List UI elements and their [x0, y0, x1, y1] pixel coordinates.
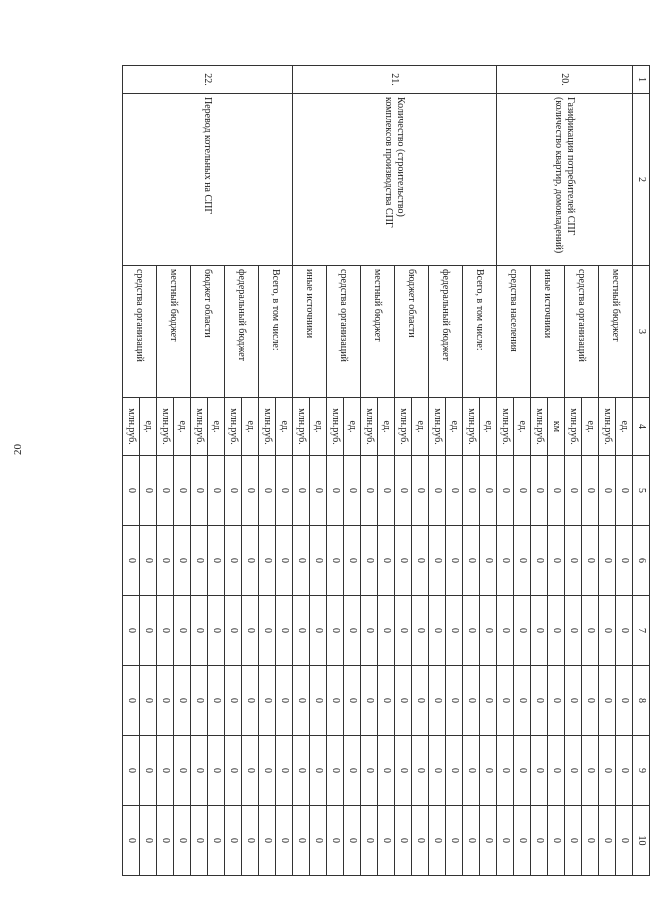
value-cell: 0 [140, 736, 157, 806]
value-cell: 0 [531, 736, 548, 806]
value-cell: 0 [225, 736, 242, 806]
section-number: 22. [123, 66, 293, 94]
unit-cell: млн.руб. [157, 398, 174, 456]
value-cell: 0 [310, 806, 327, 876]
value-cell: 0 [412, 666, 429, 736]
value-cell: 0 [208, 806, 225, 876]
table-row [276, 66, 293, 876]
value-cell: 0 [276, 596, 293, 666]
value-cell: 0 [616, 666, 633, 736]
value-cell: 0 [514, 806, 531, 876]
section-title: Перевод котельных на СПГ [123, 94, 293, 266]
value-cell: 0 [361, 596, 378, 666]
value-cell: 0 [276, 526, 293, 596]
value-cell: 0 [310, 526, 327, 596]
value-cell: 0 [259, 666, 276, 736]
value-cell: 0 [616, 736, 633, 806]
value-cell: 0 [361, 736, 378, 806]
value-cell: 0 [497, 666, 514, 736]
funding-source: средства организаций [123, 266, 157, 398]
value-cell: 0 [582, 456, 599, 526]
value-cell: 0 [531, 596, 548, 666]
value-cell: 0 [208, 596, 225, 666]
value-cell: 0 [463, 456, 480, 526]
funding-source: Всего, в том числе: [463, 266, 497, 398]
value-cell: 0 [582, 666, 599, 736]
value-cell: 0 [174, 806, 191, 876]
value-cell: 0 [225, 456, 242, 526]
value-cell: 0 [616, 596, 633, 666]
value-cell: 0 [599, 596, 616, 666]
value-cell: 0 [191, 806, 208, 876]
value-cell: 0 [123, 666, 140, 736]
unit-cell: млн.руб. [225, 398, 242, 456]
unit-cell: млн.руб. [293, 398, 310, 456]
value-cell: 0 [480, 526, 497, 596]
value-cell: 0 [412, 736, 429, 806]
value-cell: 0 [599, 806, 616, 876]
value-cell: 0 [616, 456, 633, 526]
rotated-document [60, 65, 650, 875]
value-cell: 0 [531, 456, 548, 526]
value-cell: 0 [157, 736, 174, 806]
funding-source: бюджет области [191, 266, 225, 398]
header-cell: 7 [633, 596, 650, 666]
value-cell: 0 [531, 806, 548, 876]
unit-cell: млн.руб. [259, 398, 276, 456]
value-cell: 0 [497, 736, 514, 806]
unit-cell: ед. [174, 398, 191, 456]
data-table [122, 65, 650, 876]
section-title: Количество (строительство) комплексов производства СПГ [293, 94, 497, 266]
value-cell: 0 [327, 526, 344, 596]
value-cell: 0 [140, 666, 157, 736]
unit-cell: млн.руб. [531, 398, 548, 456]
value-cell: 0 [463, 806, 480, 876]
value-cell: 0 [378, 526, 395, 596]
value-cell: 0 [310, 666, 327, 736]
unit-cell: ед. [446, 398, 463, 456]
value-cell: 0 [208, 526, 225, 596]
value-cell: 0 [480, 596, 497, 666]
unit-cell: ед. [140, 398, 157, 456]
value-cell: 0 [208, 456, 225, 526]
value-cell: 0 [259, 526, 276, 596]
value-cell: 0 [344, 526, 361, 596]
value-cell: 0 [548, 456, 565, 526]
value-cell: 0 [123, 736, 140, 806]
value-cell: 0 [293, 456, 310, 526]
funding-source: федеральный бюджет [225, 266, 259, 398]
value-cell: 0 [565, 666, 582, 736]
value-cell: 0 [429, 666, 446, 736]
value-cell: 0 [293, 526, 310, 596]
value-cell: 0 [548, 666, 565, 736]
value-cell: 0 [582, 736, 599, 806]
table-row [480, 66, 497, 876]
value-cell: 0 [378, 736, 395, 806]
value-cell: 0 [259, 806, 276, 876]
value-cell: 0 [140, 526, 157, 596]
value-cell: 0 [327, 736, 344, 806]
value-cell: 0 [361, 456, 378, 526]
value-cell: 0 [463, 596, 480, 666]
value-cell: 0 [599, 456, 616, 526]
value-cell: 0 [463, 666, 480, 736]
value-cell: 0 [429, 596, 446, 666]
value-cell: 0 [225, 666, 242, 736]
funding-source: бюджет области [395, 266, 429, 398]
value-cell: 0 [310, 456, 327, 526]
value-cell: 0 [157, 596, 174, 666]
value-cell: 0 [463, 526, 480, 596]
header-cell: 2 [633, 94, 650, 266]
value-cell: 0 [548, 736, 565, 806]
table-body [123, 66, 633, 876]
header-cell: 1 [633, 66, 650, 94]
value-cell: 0 [174, 666, 191, 736]
value-cell: 0 [157, 456, 174, 526]
value-cell: 0 [276, 806, 293, 876]
value-cell: 0 [480, 456, 497, 526]
value-cell: 0 [565, 456, 582, 526]
section-number: 20. [497, 66, 633, 94]
value-cell: 0 [293, 806, 310, 876]
value-cell: 0 [395, 526, 412, 596]
value-cell: 0 [242, 806, 259, 876]
value-cell: 0 [429, 736, 446, 806]
value-cell: 0 [463, 736, 480, 806]
value-cell: 0 [514, 526, 531, 596]
value-cell: 0 [395, 456, 412, 526]
value-cell: 0 [548, 526, 565, 596]
funding-source: местный бюджет [361, 266, 395, 398]
header-cell: 9 [633, 736, 650, 806]
value-cell: 0 [412, 456, 429, 526]
value-cell: 0 [344, 456, 361, 526]
header-cell: 8 [633, 666, 650, 736]
value-cell: 0 [378, 806, 395, 876]
unit-cell: ед. [582, 398, 599, 456]
value-cell: 0 [225, 526, 242, 596]
value-cell: 0 [429, 456, 446, 526]
value-cell: 0 [293, 666, 310, 736]
value-cell: 0 [242, 736, 259, 806]
value-cell: 0 [242, 526, 259, 596]
value-cell: 0 [361, 666, 378, 736]
value-cell: 0 [310, 596, 327, 666]
value-cell: 0 [174, 596, 191, 666]
funding-source: средства организаций [327, 266, 361, 398]
unit-cell: млн.руб. [463, 398, 480, 456]
funding-source: Всего, в том числе: [259, 266, 293, 398]
value-cell: 0 [497, 526, 514, 596]
value-cell: 0 [480, 736, 497, 806]
unit-cell: млн.руб. [123, 398, 140, 456]
value-cell: 0 [327, 666, 344, 736]
value-cell: 0 [361, 806, 378, 876]
value-cell: 0 [208, 666, 225, 736]
value-cell: 0 [497, 806, 514, 876]
value-cell: 0 [599, 526, 616, 596]
unit-cell: ед. [276, 398, 293, 456]
unit-cell: ед. [616, 398, 633, 456]
value-cell: 0 [327, 456, 344, 526]
unit-cell: ед. [242, 398, 259, 456]
value-cell: 0 [565, 596, 582, 666]
unit-cell: км [548, 398, 565, 456]
value-cell: 0 [378, 456, 395, 526]
funding-source: иные источники [293, 266, 327, 398]
header-row [633, 66, 650, 876]
unit-cell: млн.руб. [565, 398, 582, 456]
funding-source: местный бюджет [599, 266, 633, 398]
value-cell: 0 [446, 596, 463, 666]
value-cell: 0 [565, 526, 582, 596]
value-cell: 0 [310, 736, 327, 806]
value-cell: 0 [344, 666, 361, 736]
value-cell: 0 [395, 666, 412, 736]
funding-source: средства организаций [565, 266, 599, 398]
value-cell: 0 [327, 596, 344, 666]
unit-cell: ед. [344, 398, 361, 456]
value-cell: 0 [531, 526, 548, 596]
value-cell: 0 [191, 596, 208, 666]
funding-source: местный бюджет [157, 266, 191, 398]
header-cell: 5 [633, 456, 650, 526]
funding-source: федеральный бюджет [429, 266, 463, 398]
value-cell: 0 [276, 736, 293, 806]
value-cell: 0 [446, 806, 463, 876]
value-cell: 0 [242, 596, 259, 666]
value-cell: 0 [259, 736, 276, 806]
unit-cell: ед. [310, 398, 327, 456]
value-cell: 0 [157, 526, 174, 596]
value-cell: 0 [191, 666, 208, 736]
unit-cell: млн.руб. [395, 398, 412, 456]
value-cell: 0 [480, 806, 497, 876]
unit-cell: млн.руб. [361, 398, 378, 456]
value-cell: 0 [548, 806, 565, 876]
value-cell: 0 [497, 596, 514, 666]
value-cell: 0 [480, 666, 497, 736]
unit-cell: ед. [412, 398, 429, 456]
unit-cell: ед. [208, 398, 225, 456]
value-cell: 0 [412, 806, 429, 876]
value-cell: 0 [497, 456, 514, 526]
value-cell: 0 [565, 806, 582, 876]
value-cell: 0 [276, 666, 293, 736]
value-cell: 0 [123, 526, 140, 596]
value-cell: 0 [446, 666, 463, 736]
value-cell: 0 [361, 526, 378, 596]
value-cell: 0 [599, 736, 616, 806]
value-cell: 0 [293, 736, 310, 806]
value-cell: 0 [123, 806, 140, 876]
value-cell: 0 [191, 736, 208, 806]
header-cell: 4 [633, 398, 650, 456]
value-cell: 0 [548, 596, 565, 666]
value-cell: 0 [208, 736, 225, 806]
section-number: 21. [293, 66, 497, 94]
value-cell: 0 [293, 596, 310, 666]
value-cell: 0 [514, 666, 531, 736]
header-cell: 3 [633, 266, 650, 398]
value-cell: 0 [531, 666, 548, 736]
value-cell: 0 [259, 596, 276, 666]
value-cell: 0 [616, 806, 633, 876]
value-cell: 0 [582, 526, 599, 596]
section-title: Газификация потребителей СПГ (количество квартир, домовладений) [497, 94, 633, 266]
unit-cell: ед. [378, 398, 395, 456]
value-cell: 0 [225, 806, 242, 876]
value-cell: 0 [344, 596, 361, 666]
header-cell: 10 [633, 806, 650, 876]
unit-cell: ед. [480, 398, 497, 456]
value-cell: 0 [157, 806, 174, 876]
value-cell: 0 [174, 456, 191, 526]
value-cell: 0 [378, 596, 395, 666]
value-cell: 0 [446, 456, 463, 526]
value-cell: 0 [174, 526, 191, 596]
value-cell: 0 [242, 666, 259, 736]
value-cell: 0 [157, 666, 174, 736]
value-cell: 0 [565, 736, 582, 806]
value-cell: 0 [242, 456, 259, 526]
value-cell: 0 [395, 806, 412, 876]
value-cell: 0 [327, 806, 344, 876]
value-cell: 0 [259, 456, 276, 526]
unit-cell: ед. [514, 398, 531, 456]
unit-cell: млн.руб. [497, 398, 514, 456]
value-cell: 0 [276, 456, 293, 526]
page-number: 20 [12, 444, 24, 455]
header-cell: 6 [633, 526, 650, 596]
unit-cell: млн.руб. [599, 398, 616, 456]
value-cell: 0 [140, 596, 157, 666]
unit-cell: млн.руб. [327, 398, 344, 456]
value-cell: 0 [616, 526, 633, 596]
value-cell: 0 [344, 806, 361, 876]
value-cell: 0 [412, 526, 429, 596]
funding-source: иные источники [531, 266, 565, 398]
value-cell: 0 [599, 666, 616, 736]
value-cell: 0 [582, 806, 599, 876]
value-cell: 0 [174, 736, 191, 806]
value-cell: 0 [395, 596, 412, 666]
value-cell: 0 [429, 526, 446, 596]
value-cell: 0 [446, 736, 463, 806]
unit-cell: млн.руб. [429, 398, 446, 456]
value-cell: 0 [140, 806, 157, 876]
value-cell: 0 [123, 456, 140, 526]
unit-cell: млн.руб. [191, 398, 208, 456]
value-cell: 0 [446, 526, 463, 596]
value-cell: 0 [191, 456, 208, 526]
value-cell: 0 [123, 596, 140, 666]
funding-source: средства населения [497, 266, 531, 398]
value-cell: 0 [514, 456, 531, 526]
value-cell: 0 [378, 666, 395, 736]
value-cell: 0 [225, 596, 242, 666]
value-cell: 0 [344, 736, 361, 806]
value-cell: 0 [140, 456, 157, 526]
value-cell: 0 [582, 596, 599, 666]
value-cell: 0 [514, 736, 531, 806]
value-cell: 0 [429, 806, 446, 876]
value-cell: 0 [395, 736, 412, 806]
value-cell: 0 [514, 596, 531, 666]
table-row [616, 66, 633, 876]
value-cell: 0 [191, 526, 208, 596]
value-cell: 0 [412, 596, 429, 666]
